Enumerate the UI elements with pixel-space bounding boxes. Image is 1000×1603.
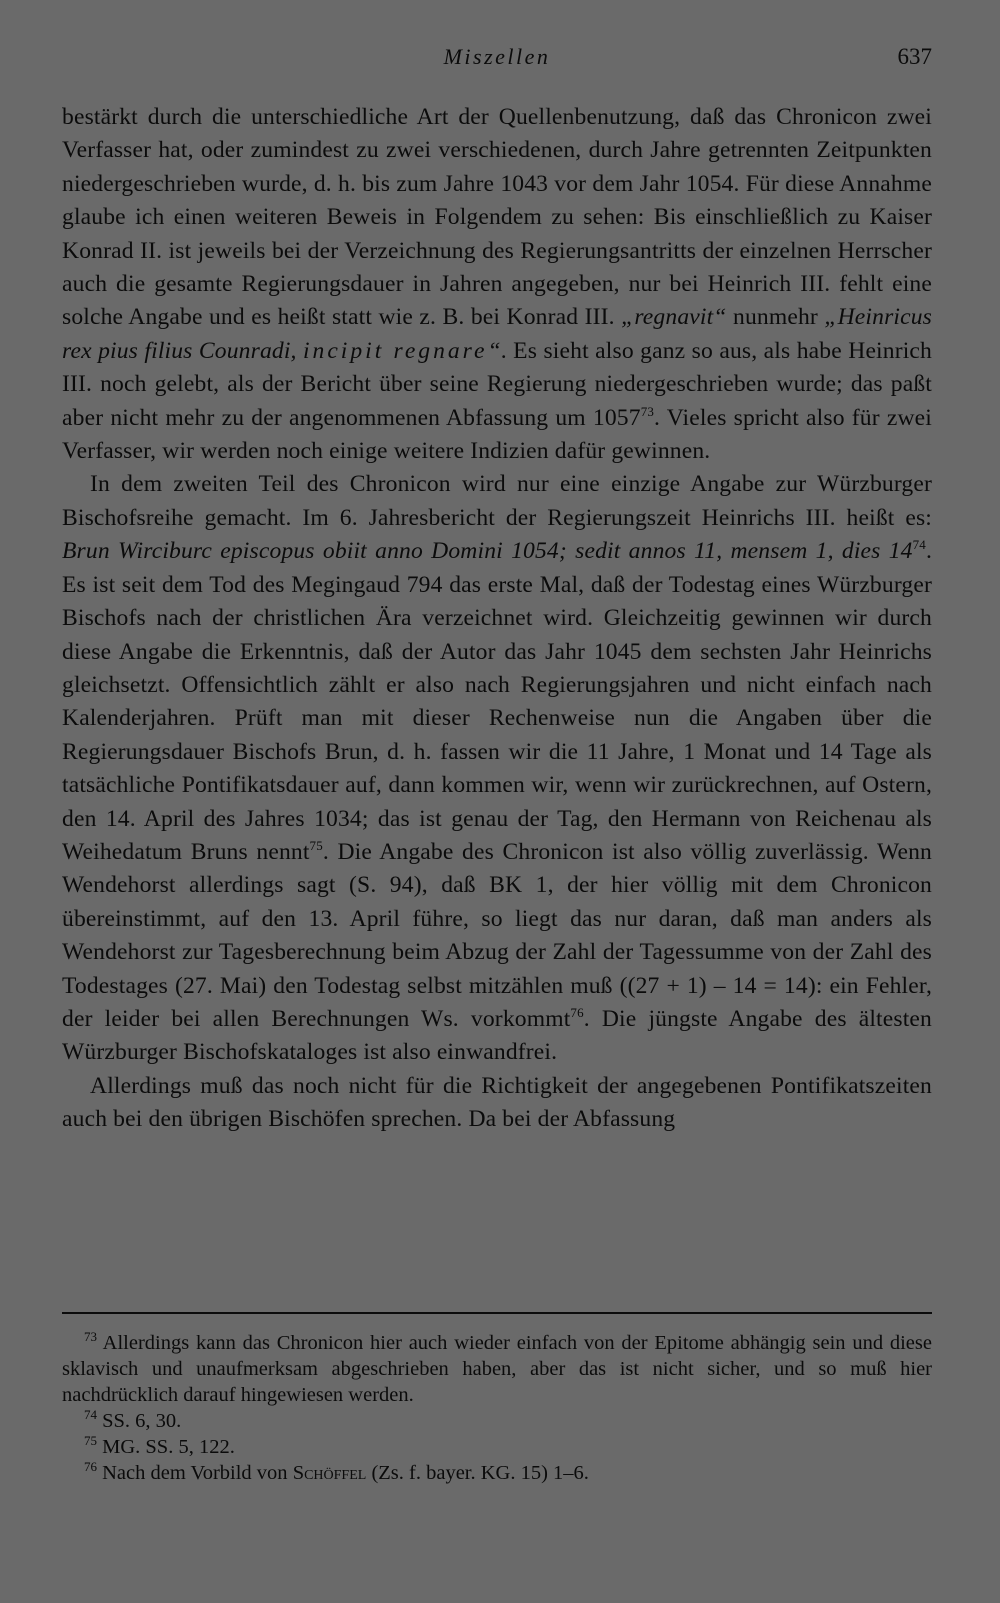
footnote-74 (62, 1408, 932, 1434)
paragraph (62, 468, 932, 1069)
footnote-text: MG. SS. 5, 122. (102, 1436, 235, 1458)
footnote-73 (62, 1330, 932, 1408)
latin-quote: Brun Wirciburc episcopus obiit anno Domini 1054; sedit annos 11, mensem 1, dies 14 (62, 538, 913, 565)
text-run: . Die Angabe des Chronicon ist also völlig zuverlässig. Wenn Wendehorst allerdings sagt (S. 94), daß BK 1, der hier völlig mit dem Chronicon übereinstimmt, auf den 13. April führe, so liegt das nur daran, daß man anders als Wendehorst zur Tagesberechnung beim Abzug der Zahl der Tagessumme von der Zahl des Todestages (27. Mai) den Todestag selbst mitzählen muß ((27 + 1) – 14 = 14): ein Fehler, der leider bei allen Berechnungen Ws. vorkommt (62, 838, 932, 1032)
text-run: In dem zweiten Teil des Chronicon wird nur eine einzige Angabe zur Würzburger Bischofsreihe gemacht. Im 6. Jahresbericht der Regierungszeit Heinrichs III. heißt es: (62, 471, 932, 531)
footnote-divider (62, 1312, 932, 1314)
footnote-text: Nach dem Vorbild von (102, 1462, 293, 1484)
footnotes (62, 1330, 932, 1486)
footnote-number: 76 (84, 1459, 97, 1475)
text-run: . Die jüngste Angabe des ältesten Würzburger Bischofskataloges ist also einwandfrei. (62, 1005, 932, 1066)
page-header (62, 44, 932, 76)
footnote-text: (Zs. f. bayer. KG. 15) 1–6. (366, 1462, 589, 1484)
footnote-76 (62, 1460, 932, 1486)
author-name: Schöffel (292, 1462, 367, 1484)
footnote-ref-74[interactable]: 74 (912, 537, 926, 553)
footnote-text: Allerdings kann das Chronicon hier auch wieder einfach von der Epitome abhängig sein und diese sklavisch und unaufmerksam abgeschrieben haben, aber das ist nicht sicher, und so muß hier nachdrücklich darauf hingewiesen werden. (62, 1332, 932, 1406)
quote-close: “ (487, 337, 501, 364)
text-run: nunmehr (726, 304, 825, 331)
text-run: Allerdings muß das noch nicht für die Richtigkeit der angegebenen Pontifikatszeiten auch bei den übrigen Bischöfen sprechen. Da bei der Abfassung (62, 1072, 932, 1133)
footnote-ref-75[interactable]: 75 (309, 838, 323, 854)
running-title: Miszellen (443, 44, 551, 69)
latin-quote: „regnavit“ (621, 304, 727, 331)
latin-quote-spaced: incipit regnare (302, 337, 488, 364)
text-run: bestärkt durch die unterschiedliche Art der Quellenbenutzung, daß das Chronicon zwei Verfasser hat, oder zumindest zu zwei verschiedenen, durch Jahre getrennten Zeitpunkten niedergeschrieben wurde, d. h. bis zum Jahre 1043 vor dem Jahr 1054. Für diese Annahme glaube ich einen weiteren Beweis in Folgendem zu sehen: Bis einschließlich zu Kaiser Konrad II. ist jeweils bei der Verzeichnung des Regierungsantritts der einzelnen Herrscher auch die gesamte Regierungsdauer in Jahren angegeben, nur bei Heinrich III. fehlt eine solche Angabe und es heißt statt wie z. B. bei Konrad III. (62, 104, 932, 331)
footnote-ref-73[interactable]: 73 (640, 403, 655, 419)
footnote-ref-76[interactable]: 76 (570, 1005, 584, 1021)
footnote-number: 74 (84, 1407, 97, 1423)
footnote-number: 75 (84, 1433, 97, 1449)
page-number: 637 (897, 44, 932, 69)
paragraph (62, 1070, 932, 1137)
text-run: . Es ist seit dem Tod des Megingaud 794 das erste Mal, daß der Todestag eines Würzburger Bischofs nach der christlichen Ära verzeichnet wird. Gleichzeitig gewinnen wir durch diese Angabe die Erkenntnis, daß der Autor das Jahr 1045 dem sechsten Jahr Heinrichs gleichsetzt. Offensichtlich zählt er also nach Regierungsjahren und nicht einfach nach Kalenderjahren. Prüft man mit dieser Rechenweise nun die Angaben über die Regierungsdauer Bischofs Brun, d. h. fassen wir die 11 Jahre, 1 Monat und 14 Tage als tatsächliche Pontifikatsdauer auf, dann kommen wir, wenn wir zurückrechnen, auf Ostern, den 14. April des Jahres 1034; das ist genau der Tag, den Hermann von Reichenau als Weihedatum Bruns nennt (62, 538, 932, 865)
footnote-number: 73 (84, 1329, 97, 1345)
footnote-75 (62, 1434, 932, 1460)
text-run: . Es sieht also ganz so aus, als habe Heinrich III. noch gelebt, als der Bericht über seine Regierung niedergeschrieben wurde; das paßt aber nicht mehr zu der angenommenen Abfassung um 1057 (62, 337, 932, 431)
paragraph (62, 101, 932, 468)
text-run: . Vieles spricht also für zwei Verfasser, wir werden noch einige weitere Indizien dafür gewinnen. (62, 404, 932, 465)
footnote-text: SS. 6, 30. (102, 1410, 182, 1432)
body-text (62, 101, 932, 1137)
latin-quote: „Heinricus rex pius filius Counradi, (62, 304, 933, 364)
